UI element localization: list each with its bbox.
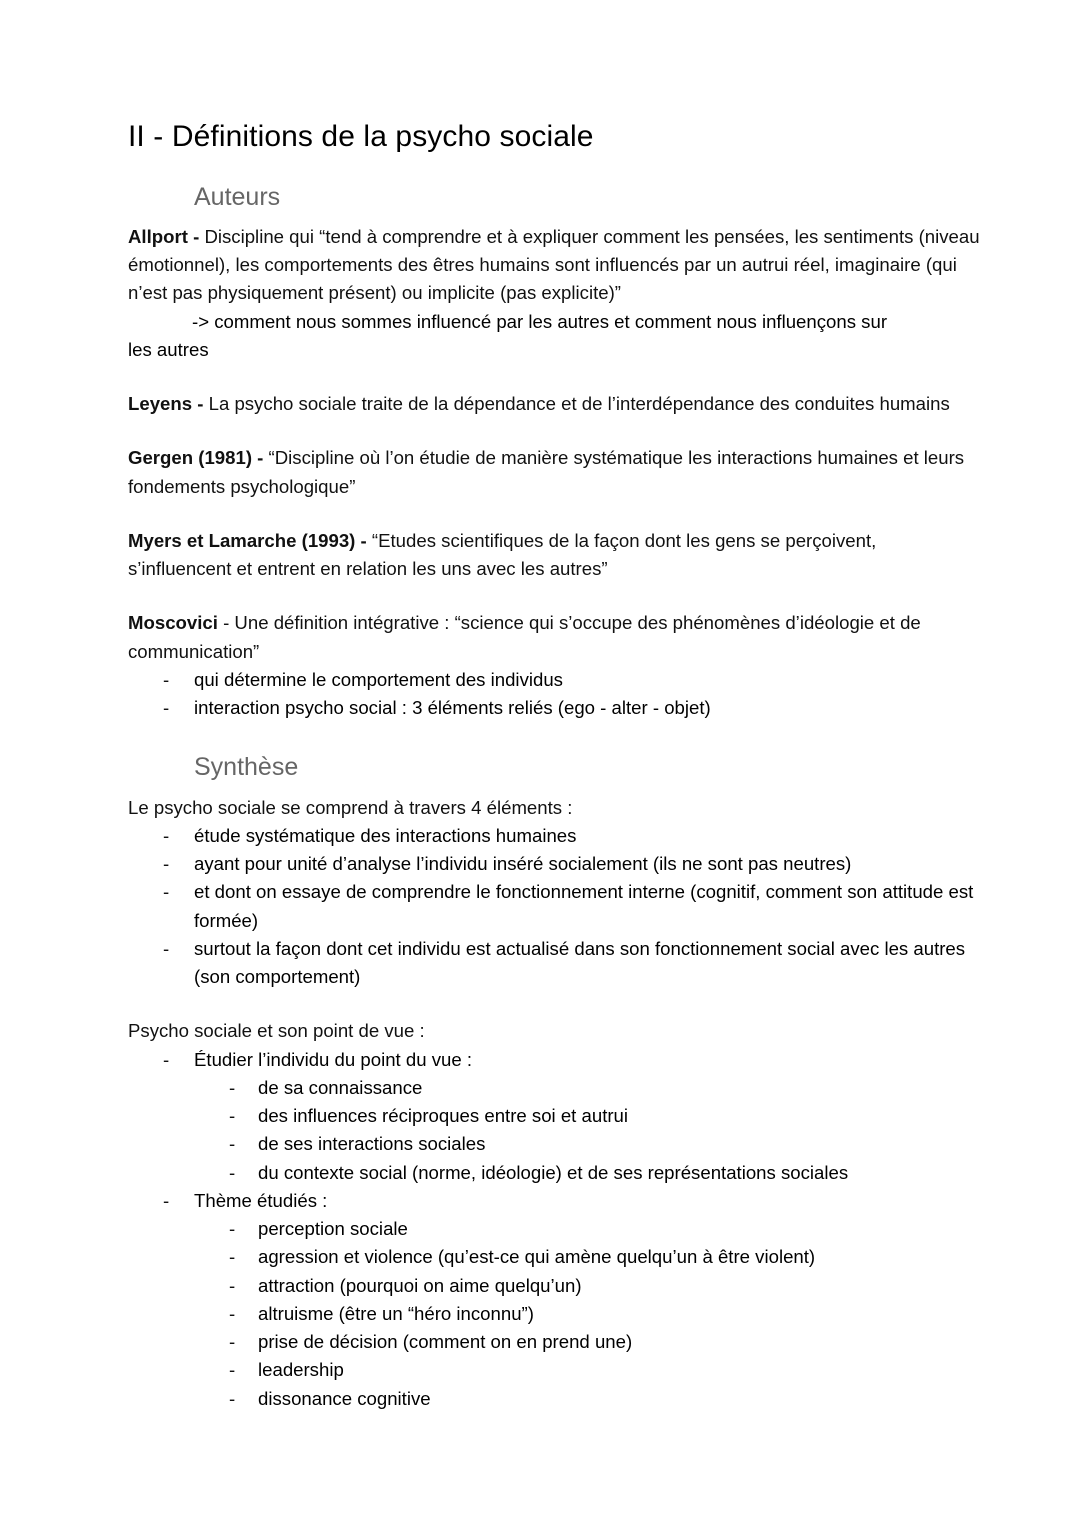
list-item-label: qui détermine le comportement des individus <box>194 668 563 690</box>
section-heading-synthese: Synthèse <box>194 753 299 782</box>
dash-marker-icon: - <box>229 1274 236 1296</box>
author-entry-leyens <box>128 390 980 418</box>
list-item <box>128 1159 980 1187</box>
list-item-label: dissonance cognitive <box>258 1387 431 1409</box>
list-item <box>128 1187 980 1215</box>
page-title: II - Définitions de la psycho sociale <box>128 120 594 153</box>
paragraph-spacer <box>128 364 980 390</box>
dash-marker-icon: - <box>163 937 170 959</box>
dash-marker-icon: - <box>229 1246 236 1268</box>
list-item-label: Étudier l’individu du point du vue : <box>194 1048 473 1070</box>
allport-note-line2: les autres <box>128 338 209 360</box>
dash-marker-icon: - <box>229 1076 236 1098</box>
paragraph-spacer <box>128 991 980 1017</box>
list-item <box>128 666 980 694</box>
dash-marker-icon: - <box>229 1359 236 1381</box>
author-entry-allport <box>128 223 980 308</box>
author-text-gergen: “Discipline où l’on étudie de manière systématique les interactions humaines et leurs fondements psychologique” <box>128 447 965 497</box>
synthese-bullet-list <box>128 822 980 992</box>
pov-group-1-heading <box>128 1187 980 1215</box>
list-item-label: des influences réciproques entre soi et autrui <box>258 1105 629 1126</box>
moscovici-bullet-list <box>128 666 980 723</box>
author-name-myers: Myers et Lamarche (1993) - <box>128 529 372 551</box>
list-item <box>128 878 980 935</box>
list-item-label: de sa connaissance <box>258 1076 423 1098</box>
list-item <box>128 694 980 722</box>
dash-marker-icon: - <box>229 1331 236 1352</box>
dash-marker-icon: - <box>163 668 170 690</box>
pov-intro: Psycho sociale et son point de vue : <box>128 1020 425 1042</box>
dash-marker-icon: - <box>163 1189 170 1211</box>
list-item-label: attraction (pourquoi on aime quelqu’un) <box>258 1274 582 1296</box>
pov-group-0-sublist <box>128 1074 980 1187</box>
paragraph-spacer <box>128 418 980 444</box>
author-entry-myers <box>128 527 980 584</box>
list-item-label: ayant pour unité d’analyse l’individu inséré socialement (ils ne sont pas neutres) <box>194 853 852 874</box>
author-entry-gergen <box>128 444 980 501</box>
list-item-label: et dont on essaye de comprendre le fonctionnement interne (cognitif, comment son attitude est formée) <box>194 881 974 931</box>
list-item <box>128 935 980 992</box>
dash-marker-icon: - <box>163 824 170 846</box>
author-name-leyens: Leyens - <box>128 393 209 414</box>
dash-marker-icon: - <box>229 1105 236 1126</box>
dash-marker-icon: - <box>229 1387 236 1409</box>
dash-marker-icon: - <box>163 881 170 903</box>
dash-marker-icon: - <box>163 1048 170 1070</box>
list-item <box>128 1385 980 1413</box>
list-item <box>128 1300 980 1328</box>
list-item-label: étude systématique des interactions humaines <box>194 824 577 846</box>
list-item <box>128 1215 980 1243</box>
author-text-allport: Discipline qui “tend à comprendre et à expliquer comment les pensées, les sentiments (niveau émotionnel), les comportements des êtres humains sont influencés par un autrui réel, imaginaire (qui n’est pas physiquement présent) ou implicite (pas explicite)” <box>128 225 980 304</box>
list-item-label: leadership <box>258 1359 344 1381</box>
list-item <box>128 1074 980 1102</box>
list-item <box>128 1046 980 1074</box>
paragraph-spacer <box>128 501 980 527</box>
list-item <box>128 822 980 850</box>
list-item <box>128 1328 980 1356</box>
dash-marker-icon: - <box>229 1133 236 1155</box>
author-name-moscovici: Moscovici <box>128 612 218 634</box>
synthese-intro: Le psycho sociale se comprend à travers 4 éléments : <box>128 796 573 818</box>
list-item-label: surtout la façon dont cet individu est actualisé dans son fonctionnement social avec les autres (son comportement) <box>194 937 966 987</box>
author-entry-moscovici <box>128 609 980 666</box>
author-text-moscovici: - Une définition intégrative : “science qui s’occupe des phénomènes d’idéologie et de communication” <box>128 612 921 662</box>
pov-group-list <box>128 1046 980 1074</box>
author-text-myers: “Etudes scientifiques de la façon dont les gens se perçoivent, s’influencent et entrent en relation les uns avec les autres” <box>128 529 877 579</box>
list-item-label: du contexte social (norme, idéologie) et de ses représentations sociales <box>258 1161 849 1183</box>
list-item-label: de ses interactions sociales <box>258 1133 486 1155</box>
allport-note-line1: -> comment nous sommes influencé par les autres et comment nous influençons sur <box>192 310 888 332</box>
author-name-gergen: Gergen (1981) - <box>128 447 269 469</box>
dash-marker-icon: - <box>229 1161 236 1183</box>
list-item-label: prise de décision (comment on en prend une) <box>258 1331 633 1352</box>
author-text-leyens: La psycho sociale traite de la dépendance et de l’interdépendance des conduites humains <box>208 393 950 414</box>
list-item <box>128 1130 980 1158</box>
list-item-label: interaction psycho social : 3 éléments reliés (ego - alter - objet) <box>194 697 711 718</box>
list-item <box>128 1356 980 1384</box>
section-heading-auteurs: Auteurs <box>194 182 281 211</box>
list-item <box>128 1243 980 1271</box>
author-name-allport: Allport - <box>128 225 205 247</box>
dash-marker-icon: - <box>229 1218 236 1239</box>
list-item-label: Thème étudiés : <box>194 1189 328 1211</box>
pov-group-1-sublist <box>128 1215 980 1413</box>
dash-marker-icon: - <box>229 1302 236 1324</box>
dash-marker-icon: - <box>163 853 170 874</box>
list-item-label: perception sociale <box>258 1218 408 1239</box>
list-item <box>128 1102 980 1130</box>
paragraph-spacer <box>128 583 980 609</box>
list-item-label: altruisme (être un “héro inconnu”) <box>258 1302 534 1324</box>
list-item-label: agression et violence (qu’est-ce qui amène quelqu’un à être violent) <box>258 1246 816 1268</box>
list-item <box>128 1272 980 1300</box>
list-item <box>128 850 980 878</box>
dash-marker-icon: - <box>163 697 170 718</box>
